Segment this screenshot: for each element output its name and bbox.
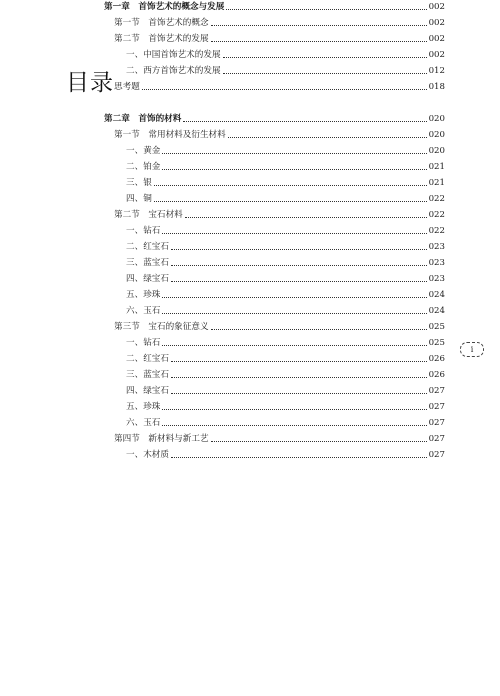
- toc-entry-label: 二、红宝石: [126, 242, 169, 252]
- toc-page-number: 002: [428, 18, 445, 28]
- toc-page-number: 024: [428, 306, 445, 316]
- toc-item-row[interactable]: [126, 369, 445, 381]
- dot-leader: [154, 185, 427, 186]
- toc-section-row[interactable]: [114, 209, 445, 221]
- dot-leader: [228, 137, 427, 138]
- toc-item-row[interactable]: [126, 65, 445, 77]
- toc-page-number: 020: [428, 130, 445, 140]
- dot-leader: [162, 345, 427, 346]
- dot-leader: [142, 89, 427, 90]
- dot-leader: [162, 409, 427, 410]
- toc-entry-label: 六、玉石: [126, 306, 161, 316]
- toc-page-number: 021: [428, 178, 445, 188]
- toc-entry-label: 三、银: [126, 178, 152, 188]
- dot-leader: [162, 169, 427, 170]
- dot-leader: [183, 121, 427, 122]
- dot-leader: [171, 377, 427, 378]
- dot-leader: [226, 9, 427, 10]
- toc-entry-label: 二、西方首饰艺术的发展: [126, 66, 221, 76]
- dot-leader: [162, 153, 427, 154]
- dot-leader: [211, 329, 427, 330]
- toc-page-number: 023: [428, 274, 445, 284]
- toc-entry-label: 一、钻石: [126, 338, 161, 348]
- toc-section-row[interactable]: [114, 33, 445, 45]
- dot-leader: [171, 393, 427, 394]
- toc-page-number: 012: [428, 66, 445, 76]
- dot-leader: [171, 281, 427, 282]
- toc-page-number: 027: [428, 386, 445, 396]
- toc-page-number: 025: [428, 322, 445, 332]
- toc-page-number: 022: [428, 226, 445, 236]
- dot-leader: [171, 361, 427, 362]
- dot-leader: [211, 41, 427, 42]
- toc-section-row[interactable]: [114, 433, 445, 445]
- toc-page-number: 025: [428, 338, 445, 348]
- toc-entry-label: 一、木材质: [126, 450, 169, 460]
- toc-entry-label: 第二节 首饰艺术的发展: [114, 34, 209, 44]
- dot-leader: [154, 201, 427, 202]
- toc-item-row[interactable]: [126, 145, 445, 157]
- toc-item-row[interactable]: [126, 225, 445, 237]
- page-number-tab: i: [460, 342, 484, 357]
- toc-item-row[interactable]: [126, 161, 445, 173]
- toc-chapter-row[interactable]: [104, 1, 445, 13]
- toc-page-number: 027: [428, 402, 445, 412]
- toc-entry-label: 二、红宝石: [126, 354, 169, 364]
- toc-section-row[interactable]: [114, 81, 445, 93]
- toc-entry-label: 四、铜: [126, 194, 152, 204]
- toc-chapter-row[interactable]: [104, 113, 445, 125]
- toc-page-number: 027: [428, 418, 445, 428]
- toc-page-number: 020: [428, 146, 445, 156]
- dot-leader: [162, 233, 427, 234]
- toc-item-row[interactable]: [126, 305, 445, 317]
- toc-page-number: 002: [428, 34, 445, 44]
- toc-entry-label: 一、中国首饰艺术的发展: [126, 50, 221, 60]
- toc-item-row[interactable]: [126, 257, 445, 269]
- toc-entry-label: 第二章 首饰的材料: [104, 114, 182, 124]
- dot-leader: [211, 441, 427, 442]
- toc-item-row[interactable]: [126, 177, 445, 189]
- dot-leader: [162, 313, 427, 314]
- toc-page-number: 018: [428, 82, 445, 92]
- toc-entry-label: 第一节 首饰艺术的概念: [114, 18, 209, 28]
- toc-section-row[interactable]: [114, 321, 445, 333]
- toc-item-row[interactable]: [126, 241, 445, 253]
- dot-leader: [185, 217, 427, 218]
- toc-item-row[interactable]: [126, 449, 445, 461]
- toc-page-number: 020: [428, 114, 445, 124]
- toc-item-row[interactable]: [126, 193, 445, 205]
- dot-leader: [171, 265, 427, 266]
- toc-entry-label: 三、蓝宝石: [126, 370, 169, 380]
- toc-entry-label: 三、蓝宝石: [126, 258, 169, 268]
- toc-item-row[interactable]: [126, 385, 445, 397]
- dot-leader: [223, 57, 427, 58]
- dot-leader: [162, 297, 427, 298]
- toc-item-row[interactable]: [126, 401, 445, 413]
- toc-item-row[interactable]: [126, 337, 445, 349]
- toc-page-number: 022: [428, 194, 445, 204]
- dot-leader: [171, 457, 427, 458]
- dot-leader: [223, 73, 427, 74]
- toc-item-row[interactable]: [126, 49, 445, 61]
- toc-page-number: 002: [428, 2, 445, 12]
- toc-entry-label: 五、珍珠: [126, 290, 161, 300]
- dot-leader: [211, 25, 427, 26]
- page-title: 目录: [66, 70, 114, 96]
- toc-page-number: 027: [428, 450, 445, 460]
- toc-page-number: 023: [428, 258, 445, 268]
- toc-entry-label: 第四节 新材料与新工艺: [114, 434, 209, 444]
- toc-page-number: 021: [428, 162, 445, 172]
- dot-leader: [162, 425, 427, 426]
- toc-page-number: 026: [428, 370, 445, 380]
- toc-page-number: 022: [428, 210, 445, 220]
- toc-entry-label: 四、绿宝石: [126, 274, 169, 284]
- toc-entry-label: 六、玉石: [126, 418, 161, 428]
- toc-entry-label: 一、黄金: [126, 146, 161, 156]
- toc-section-row[interactable]: [114, 17, 445, 29]
- toc-entry-label: 一、钻石: [126, 226, 161, 236]
- toc-item-row[interactable]: [126, 417, 445, 429]
- toc-entry-label: 二、铂金: [126, 162, 161, 172]
- toc-page-number: 024: [428, 290, 445, 300]
- toc-page-number: 002: [428, 50, 445, 60]
- toc-item-row[interactable]: [126, 273, 445, 285]
- toc-page-number: 023: [428, 242, 445, 252]
- toc-page-number: 027: [428, 434, 445, 444]
- toc-entry-label: 第一章 首饰艺术的概念与发展: [104, 2, 225, 12]
- toc-entry-label: 第二节 宝石材料: [114, 210, 183, 220]
- toc-entry-label: 第三节 宝石的象征意义: [114, 322, 209, 332]
- toc-entry-label: 四、绿宝石: [126, 386, 169, 396]
- toc-item-row[interactable]: [126, 353, 445, 365]
- toc-entry-label: 思考题: [114, 82, 140, 92]
- toc-entry-label: 五、珍珠: [126, 402, 161, 412]
- toc-item-row[interactable]: [126, 289, 445, 301]
- toc-entry-label: 第一节 常用材料及衍生材料: [114, 130, 226, 140]
- toc-page-number: 026: [428, 354, 445, 364]
- toc-section-row[interactable]: [114, 129, 445, 141]
- dot-leader: [171, 249, 427, 250]
